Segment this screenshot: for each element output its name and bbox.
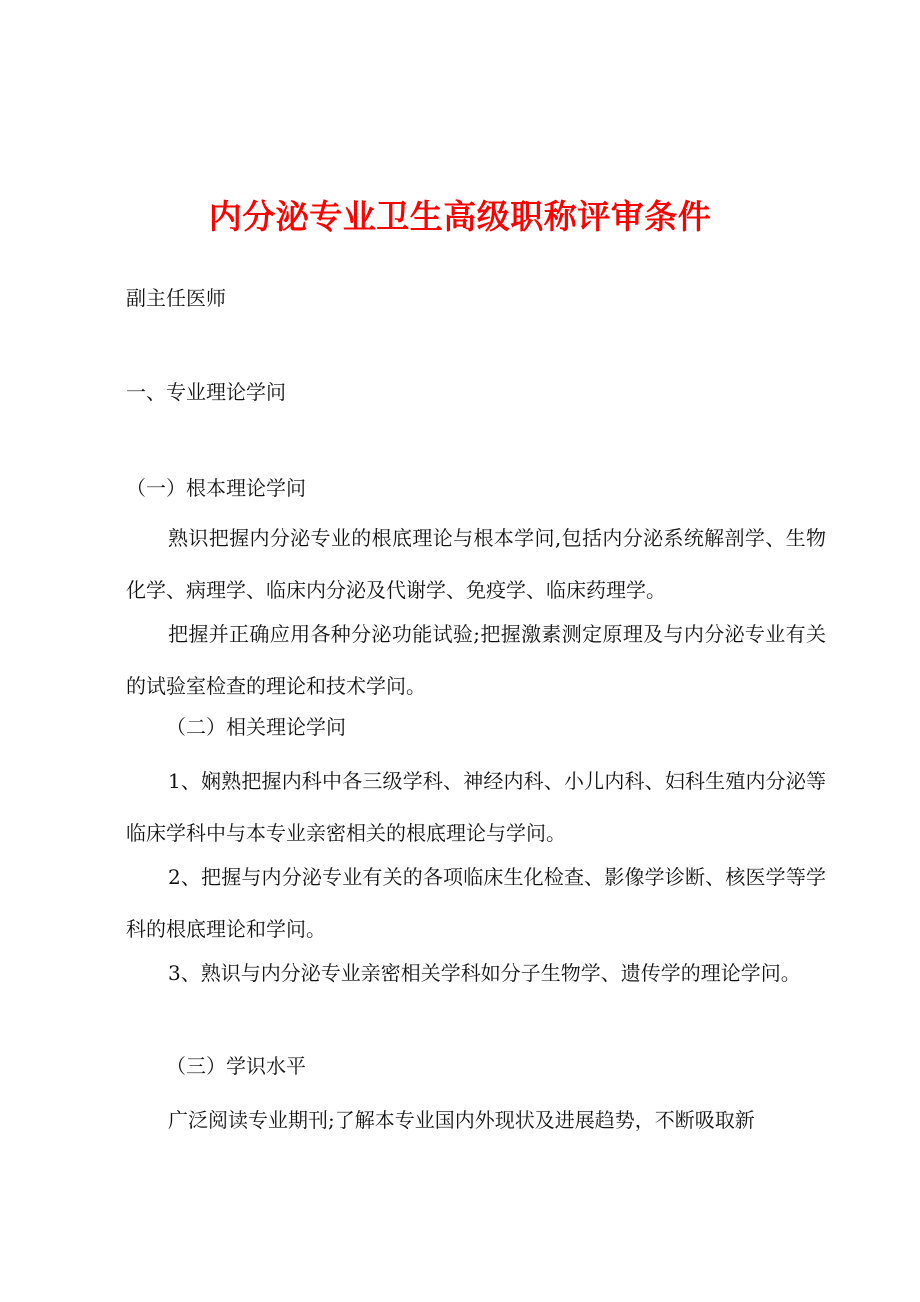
list-item-related-theory-3: 3、熟识与内分泌专业亲密相关学科如分子生物学、遗传学的理论学问。 (168, 961, 801, 985)
document-title: 内分泌专业卫生高级职称评审条件 (208, 197, 712, 236)
paragraph-basic-theory-1: 熟识把握内分泌专业的根底理论与根本学问,包括内分泌系统解剖学、生物化学、病理学、临床内分泌及代谢学、免疫学、临床药理学。 (126, 526, 826, 602)
list-item-related-theory-2: 2、把握与内分泌专业有关的各项临床生化检查、影像学诊断、核医学等学科的根底理论和学问。 (126, 865, 826, 941)
section-heading-professional-theory: 一、专业理论学问 (126, 380, 286, 404)
subsection-heading-academic-level: （三）学识水平 (166, 1054, 306, 1078)
subsection-heading-related-theory: （二）相关理论学问 (166, 715, 346, 739)
list-item-related-theory-1: 1、娴熟把握内科中各三级学科、神经内科、小儿内科、妇科生殖内分泌等临床学科中与本专业亲密相关的根底理论与学问。 (126, 769, 826, 845)
paragraph-academic-level-1: 广泛阅读专业期刊;了解本专业国内外现状及进展趋势，不断吸取新 (168, 1108, 755, 1132)
paragraph-basic-theory-2: 把握并正确应用各种分泌功能试验;把握激素测定原理及与内分泌专业有关的试验室检查的理论和技术学问。 (126, 622, 826, 698)
subsection-heading-basic-theory: （一）根本理论学问 (126, 476, 306, 500)
document-subtitle: 副主任医师 (126, 286, 226, 310)
